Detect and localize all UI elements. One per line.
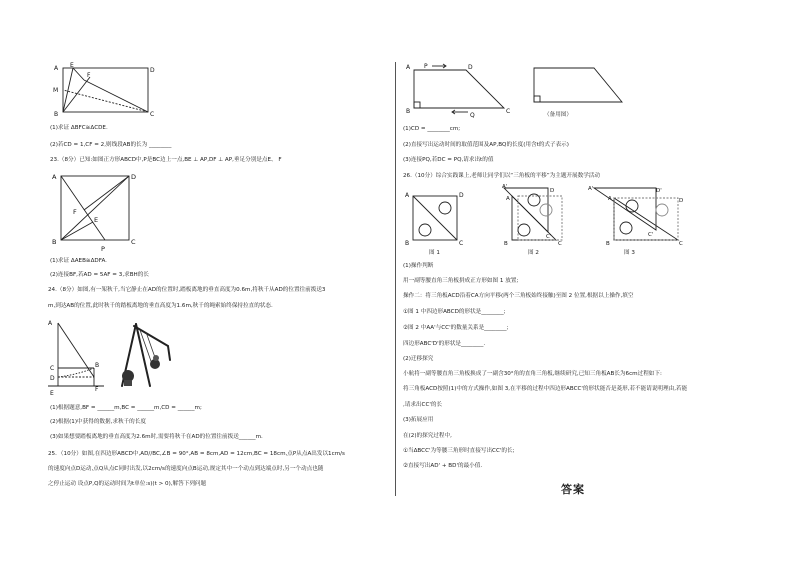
q24-stem-line2: m,到达AB的位置,此时秋千的踏板离地的垂直高度为1.6m,秋千的绳索始终保持拉直的状态.	[48, 303, 273, 309]
q24-part3: (3)如果想要踏板离地的垂直高度为2.6m时,需要将秋千在AD的位置往前拨送______m.	[50, 434, 263, 440]
extension-3: ②直接写出AD' + BD'的最小值.	[403, 463, 483, 469]
label-m: M	[53, 87, 59, 94]
extension-2: ①当ΔBCC'为等腰三角形时直接写出CC'的长;	[403, 448, 515, 454]
figure-1-square	[405, 188, 465, 246]
label-b: B	[95, 362, 100, 369]
label-a-prime: A'	[588, 186, 594, 192]
caption-figure-3: 图 3	[624, 250, 635, 256]
q24-part1: (1)根据题意,BF = ______m,BC = ______m,CD = ______m;	[50, 405, 202, 411]
answer-heading: 答案	[561, 483, 585, 496]
q25-stem-line1: 25．（10分）如图,在四边形ABCD中,AD//BC,∠B = 90°,AB = 8cm,AD = 12cm,BC = 18cm,点P从点A出发以1cm/s	[48, 451, 345, 457]
label-a: A	[608, 196, 612, 202]
section-transfer: (2)迁移探究	[403, 356, 434, 362]
transfer-3: ,请求出CC'的长	[403, 402, 443, 408]
label-c: C	[50, 365, 55, 372]
label-e: E	[50, 390, 54, 397]
q22-part2: (2)若CD = 1,CF = 2,则线段AB的长为 ________	[50, 142, 172, 148]
label-d: D	[679, 198, 684, 204]
label-b: B	[52, 238, 57, 246]
label-b: B	[504, 241, 508, 247]
label-c-prime: C'	[648, 232, 654, 238]
label-c-prime: C'	[546, 234, 552, 240]
q25-part1: (1)CD = ________cm;	[403, 126, 461, 132]
operation-1: 用一副等腰直角三角板拼成正方形如图 1 放置;	[403, 278, 519, 284]
label-a: A	[406, 64, 411, 71]
label-e: E	[94, 216, 99, 224]
label-p: P	[101, 245, 105, 253]
figure-square-abcd	[48, 170, 143, 255]
figure-trapezoid-spare	[520, 62, 630, 112]
label-b: B	[406, 108, 411, 115]
fill-3: 四边形ABC'D'的形状是________.	[403, 341, 486, 347]
q24-stem-line1: 24.（8分）如图,有一架秋千,当它静止在AD的位置时,踏板离地的垂直高度为0.6m,将秋千从AD的位置往前拨送3	[48, 287, 326, 293]
label-e: E	[70, 62, 74, 69]
label-a: A	[54, 65, 59, 72]
q26-stem: 26.（10分）综合实践课上,老师让同学们以“三角板的平移”为主题开展数学活动	[403, 173, 600, 179]
section-operation: (1)操作判断	[403, 263, 434, 269]
label-a: A	[506, 196, 510, 202]
q23-part2: (2)连接BF,若AD = 5AF = 3,求BH的长	[50, 272, 149, 278]
extension-1: 在(2)的探究过程中,	[403, 433, 452, 439]
label-a: A	[405, 192, 410, 199]
spare-figure-caption: （备用图）	[544, 112, 572, 118]
label-f: F	[73, 208, 77, 216]
label-d: D	[131, 173, 137, 181]
label-a-prime: A'	[502, 184, 508, 190]
label-q: Q	[470, 112, 475, 119]
figure-3-30deg	[586, 184, 686, 246]
label-b: B	[606, 241, 610, 247]
q25-part3: (3)连接PQ,若DC = PQ,请求出t的值	[403, 157, 494, 163]
label-c: C	[558, 241, 562, 247]
q25-part2: (2)直接写出运动时间的取值范围及AP,BQ的长度(用含t的式子表示)	[403, 142, 569, 148]
section-extension: (3)拓展应用	[403, 417, 434, 423]
q23-stem: 23.（8分）已知:如图正方形ABCD中,P是BC边上一点,BE ⊥ AP,DF ⊥ AP,垂足分别是点E、 F	[50, 157, 282, 163]
label-c: C	[131, 238, 136, 246]
label-d: D	[150, 67, 155, 74]
label-b: B	[54, 111, 59, 118]
fill-2: ②图 2 中AA'与CC'的数量关系是________;	[403, 325, 509, 331]
figure-2-translated	[500, 184, 572, 246]
q22-part1: (1)求证 ΔBFC≅ΔCDE.	[50, 125, 108, 131]
label-d-prime: D'	[656, 188, 662, 194]
column-divider	[395, 62, 396, 496]
label-p: P	[424, 63, 428, 70]
q24-part2: (2)根据(1)中获得的数据,求秋千的长度	[50, 419, 146, 425]
label-d: D	[468, 64, 473, 71]
label-f: F	[95, 386, 99, 393]
label-d: D	[550, 188, 555, 194]
label-a: A	[48, 320, 53, 327]
swing-illustration	[112, 320, 172, 392]
label-c: C	[679, 241, 683, 247]
q23-part1: (1)求证 ΔAEB≅ΔDFA.	[50, 258, 107, 264]
label-d: D	[50, 375, 55, 382]
caption-figure-1: 图 1	[429, 250, 440, 256]
label-f: F	[87, 72, 91, 79]
transfer-1: 小航将一副等腰直角三角板换成了一副含30°角的直角三角板,继续研究,已知三角板AB长为6cm过程如下:	[403, 371, 662, 377]
figure-swing	[46, 315, 106, 397]
q25-stem-line3: 之停止运动 设点P,Q的运动时间为t单位:s)(t > 0),解答下列问题	[48, 481, 207, 487]
fill-1: ①图 1 中四边形ABCD的形状是________;	[403, 309, 506, 315]
q25-stem-line2: 的速度向点D运动,点Q从点C同时出发,以2cm/s的速度向点B运动,规定其中一个动点到达端点时,另一个动点也随	[48, 466, 324, 472]
figure-trapezoid	[402, 58, 512, 120]
label-d: D	[459, 192, 464, 199]
label-c: C	[150, 111, 155, 118]
caption-figure-2: 图 2	[528, 250, 539, 256]
label-a: A	[52, 173, 57, 181]
figure-rectangle-abcd-m	[50, 64, 160, 122]
label-c: C	[459, 240, 464, 247]
transfer-2: 将三角板ACD按照(1)中的方式操作,如图 3,在平移的过程中四边形ABCC'的形状能否是菱形,若不能请说明理由,若能	[403, 386, 688, 392]
label-b: B	[405, 240, 410, 247]
label-c: C	[506, 108, 511, 115]
operation-2: 操作二：将三角板ACD沿着CA方向平移(两个三角板始终接触)至图 2 位置,根据以上操作,填空	[403, 293, 634, 299]
